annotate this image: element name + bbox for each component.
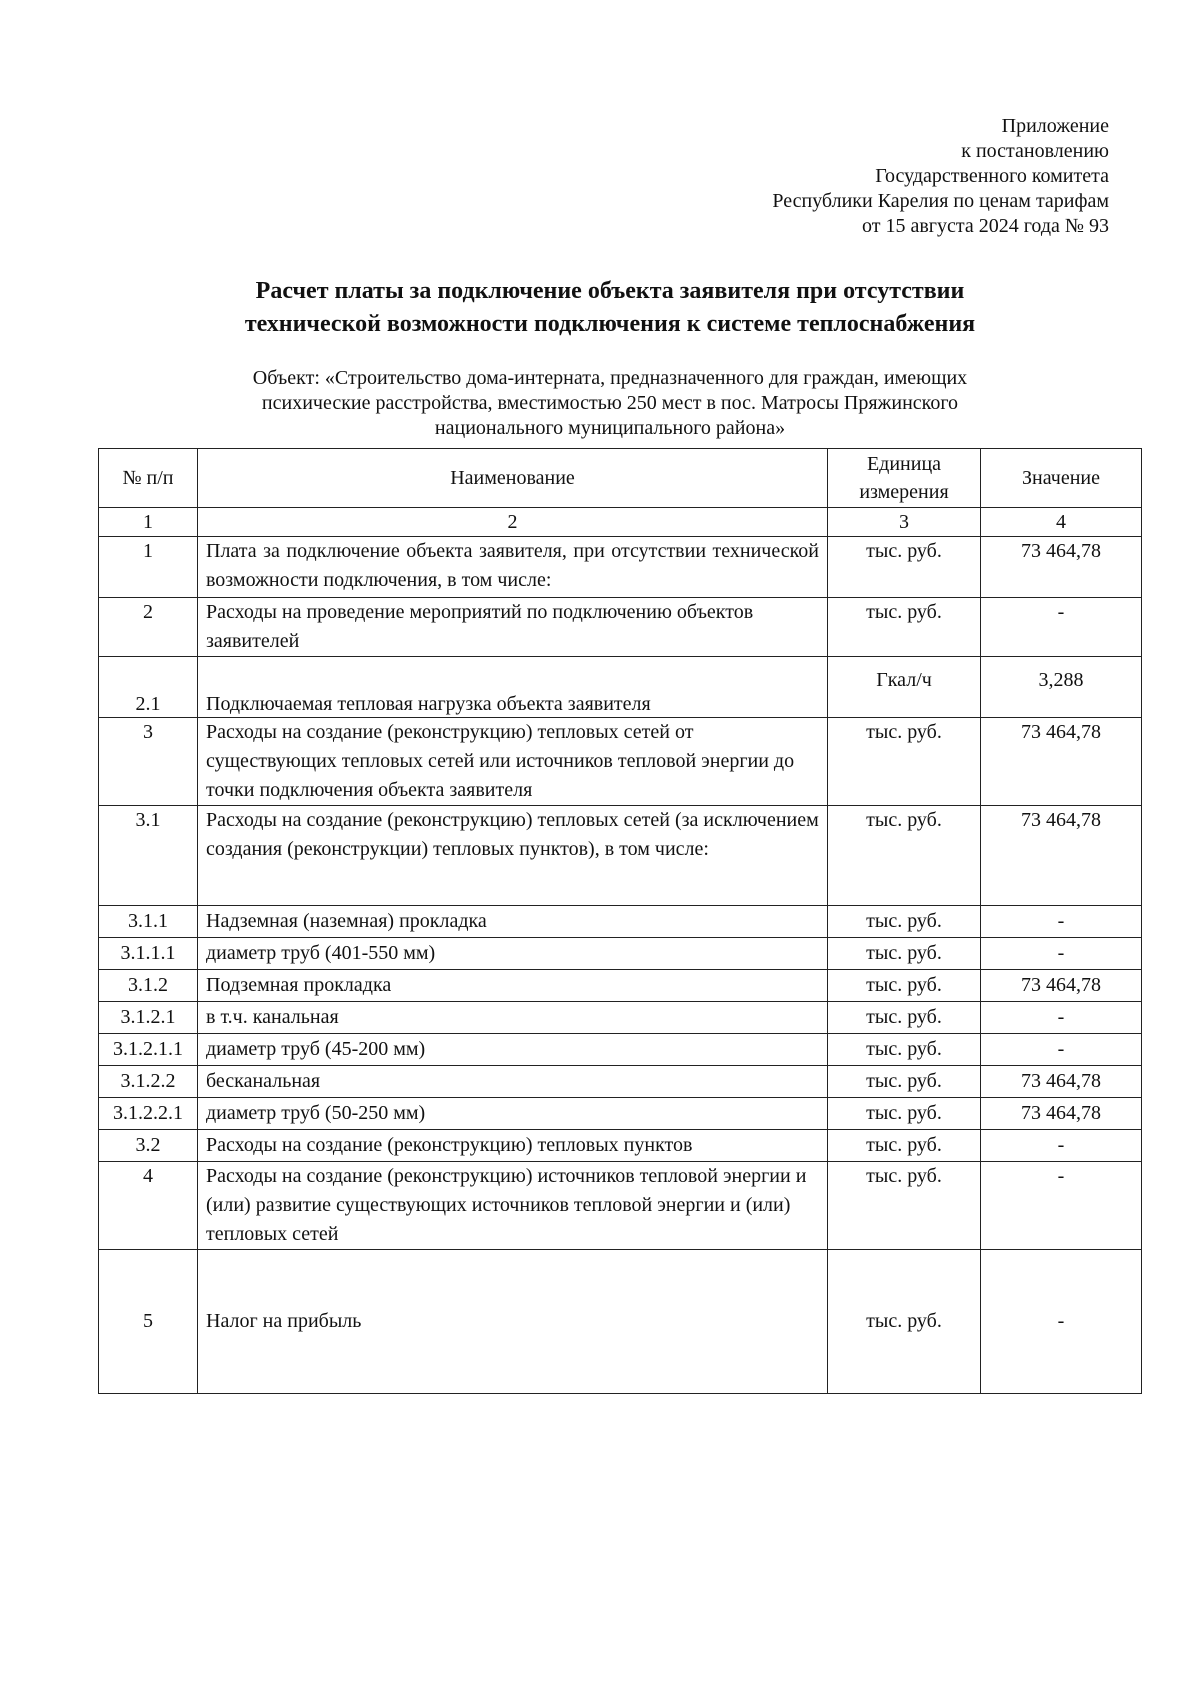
row-value: 73 464,78 [981, 970, 1142, 1002]
table-row [99, 806, 1142, 906]
row-value: - [981, 1002, 1142, 1034]
row-name: Расходы на создание (реконструкцию) источников тепловой энергии и (или) развитие существующих источников тепловой энергии и (или) тепловых сетей [198, 1162, 828, 1250]
row-unit: тыс. руб. [828, 906, 981, 938]
row-name: Расходы на создание (реконструкцию) тепловых пунктов [198, 1130, 828, 1162]
appendix-line: Приложение [1001, 115, 1109, 137]
row-value: 73 464,78 [981, 806, 1142, 906]
row-value: - [981, 1250, 1142, 1394]
row-number: 3 [99, 718, 198, 806]
row-value: 3,288 [981, 657, 1142, 718]
row-name: Надземная (наземная) прокладка [198, 906, 828, 938]
row-value: - [981, 938, 1142, 970]
column-number-row [99, 508, 1142, 537]
row-number: 3.1.1 [99, 906, 198, 938]
column-number: 2 [198, 508, 828, 537]
row-number: 4 [99, 1162, 198, 1250]
row-value: 73 464,78 [981, 1066, 1142, 1098]
row-number: 5 [99, 1250, 198, 1394]
table-row [99, 598, 1142, 657]
object-line: Объект: «Строительство дома-интерната, предназначенного для граждан, имеющих [252, 367, 968, 389]
row-unit: тыс. руб. [828, 1098, 981, 1130]
table-row [99, 938, 1142, 970]
row-unit: тыс. руб. [828, 537, 981, 598]
row-name: Расходы на создание (реконструкцию) тепловых сетей от существующих тепловых сетей или источников тепловой энергии до точки подключения объекта заявителя [198, 718, 828, 806]
table-row [99, 1250, 1142, 1394]
row-number: 3.1 [99, 806, 198, 906]
column-number: 3 [828, 508, 981, 537]
row-unit: Гкал/ч [828, 657, 981, 718]
row-number: 3.2 [99, 1130, 198, 1162]
row-number: 3.1.2.2 [99, 1066, 198, 1098]
row-number: 3.1.2 [99, 970, 198, 1002]
row-number: 2.1 [99, 657, 198, 718]
row-value: - [981, 1162, 1142, 1250]
row-name: диаметр труб (401-550 мм) [198, 938, 828, 970]
row-unit: тыс. руб. [828, 1250, 981, 1394]
appendix-line: к постановлению [961, 140, 1109, 162]
row-unit: тыс. руб. [828, 598, 981, 657]
table-row [99, 1002, 1142, 1034]
row-unit: тыс. руб. [828, 938, 981, 970]
row-name: Расходы на проведение мероприятий по подключению объектов заявителей [198, 598, 828, 657]
row-unit: тыс. руб. [828, 1034, 981, 1066]
table-header-row [99, 449, 1142, 508]
appendix-line: Республики Карелия по ценам тарифам [772, 190, 1109, 212]
title-line: технической возможности подключения к системе теплоснабжения [244, 311, 976, 337]
row-name: бесканальная [198, 1066, 828, 1098]
header-unit-line: Единица [866, 453, 942, 475]
row-unit: тыс. руб. [828, 718, 981, 806]
object-line: национального муниципального района» [434, 417, 786, 439]
row-value: - [981, 906, 1142, 938]
row-unit: тыс. руб. [828, 1066, 981, 1098]
table-row [99, 970, 1142, 1002]
document-title [90, 275, 1130, 341]
row-unit: тыс. руб. [828, 1002, 981, 1034]
title-line: Расчет платы за подключение объекта заявителя при отсутствии [255, 278, 965, 304]
row-number: 1 [99, 537, 198, 598]
calculation-table [98, 448, 1142, 1394]
header-value: Значение [981, 449, 1142, 508]
table-row [99, 1034, 1142, 1066]
row-name: Расходы на создание (реконструкцию) тепловых сетей (за исключением создания (реконструкции) тепловых пунктов), в том числе: [198, 806, 828, 906]
column-number: 1 [99, 508, 198, 537]
row-name: диаметр труб (45-200 мм) [198, 1034, 828, 1066]
row-value: 73 464,78 [981, 718, 1142, 806]
row-name: Подземная прокладка [198, 970, 828, 1002]
table-row [99, 718, 1142, 806]
row-value: 73 464,78 [981, 537, 1142, 598]
row-unit: тыс. руб. [828, 970, 981, 1002]
table-row [99, 1130, 1142, 1162]
row-name: в т.ч. канальная [198, 1002, 828, 1034]
row-number: 3.1.1.1 [99, 938, 198, 970]
row-unit: тыс. руб. [828, 806, 981, 906]
row-number: 3.1.2.1.1 [99, 1034, 198, 1066]
appendix-line: Государственного комитета [875, 165, 1109, 187]
row-number: 3.1.2.2.1 [99, 1098, 198, 1130]
object-line: психические расстройства, вместимостью 250 мест в пос. Матросы Пряжинского [261, 392, 959, 414]
row-name: Подключаемая тепловая нагрузка объекта заявителя [198, 657, 828, 718]
header-number: № п/п [99, 449, 198, 508]
table-row [99, 537, 1142, 598]
row-unit: тыс. руб. [828, 1130, 981, 1162]
header-name: Наименование [198, 449, 828, 508]
row-value: - [981, 598, 1142, 657]
appendix-header [772, 114, 1109, 239]
row-number: 3.1.2.1 [99, 1002, 198, 1034]
table-row [99, 906, 1142, 938]
row-value: 73 464,78 [981, 1098, 1142, 1130]
appendix-line: от 15 августа 2024 года № 93 [861, 215, 1109, 237]
table-row [99, 1098, 1142, 1130]
object-description [90, 366, 1130, 441]
row-unit: тыс. руб. [828, 1162, 981, 1250]
row-name: Налог на прибыль [198, 1250, 828, 1394]
column-number: 4 [981, 508, 1142, 537]
row-value: - [981, 1130, 1142, 1162]
table-row [99, 1162, 1142, 1250]
row-name: диаметр труб (50-250 мм) [198, 1098, 828, 1130]
header-unit-line: измерения [859, 481, 949, 503]
table-row [99, 657, 1142, 718]
row-value: - [981, 1034, 1142, 1066]
row-name: Плата за подключение объекта заявителя, при отсутствии технической возможности подключения, в том числе: [198, 537, 828, 598]
table-row [99, 1066, 1142, 1098]
row-number: 2 [99, 598, 198, 657]
header-unit [828, 449, 981, 508]
